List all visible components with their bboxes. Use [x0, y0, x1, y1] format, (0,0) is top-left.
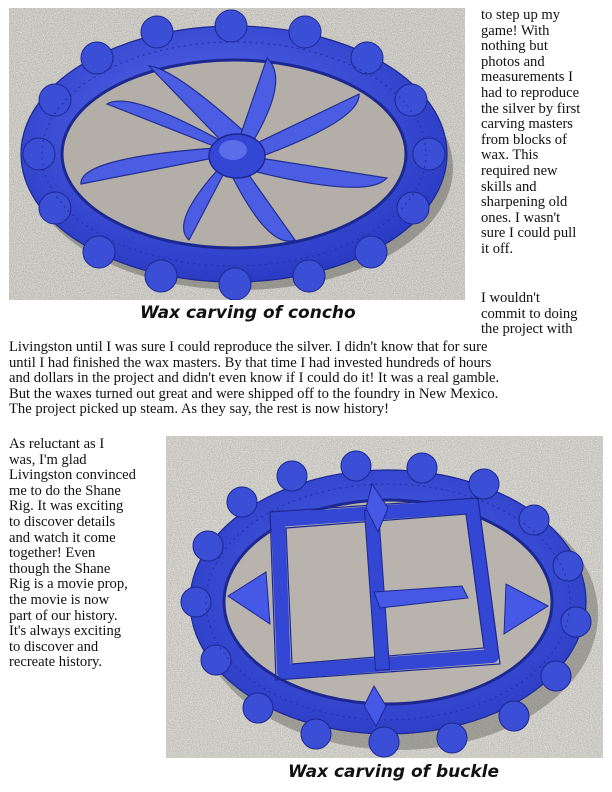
text-line: game! With: [481, 22, 550, 39]
text-line: As reluctant as I: [9, 436, 105, 452]
text-line: wax. This: [481, 147, 539, 164]
text-line: sharpening old: [481, 194, 568, 211]
text-line: the project with: [481, 321, 573, 338]
right-column-paragraph-2: [481, 291, 609, 338]
buckle-photo: [166, 436, 603, 758]
text-line: sure I could pull: [481, 225, 577, 242]
text-line: photos and: [481, 53, 545, 70]
text-line: The project picked up steam. As they say, the rest is now history!: [9, 401, 390, 418]
text-line: together! Even: [9, 545, 96, 562]
wide-paragraph: [9, 340, 609, 418]
text-line: commit to doing: [481, 305, 578, 322]
text-line: the movie is now: [9, 591, 110, 608]
text-line: ones. I wasn't: [481, 209, 561, 226]
text-line: nothing but: [481, 38, 548, 55]
text-line: carving masters: [481, 116, 573, 133]
text-line: and dollars in the project and didn't even know if I could do it! It was a real gamble.: [9, 370, 500, 387]
text-line: I wouldn't: [481, 290, 540, 306]
text-line: Rig. It was exciting: [9, 498, 124, 515]
text-line: until I had finished the wax masters. By that time I had invested hundreds of hours: [9, 354, 492, 371]
text-line: Rig is a movie prop,: [9, 576, 128, 593]
text-line: the silver by first: [481, 100, 581, 117]
text-line: measurements I: [481, 69, 573, 86]
text-line: required new: [481, 162, 558, 179]
left-column-text: [9, 437, 159, 671]
text-line: to discover and: [9, 638, 99, 655]
text-line: Livingston until I was sure I could reproduce the silver. I didn't know that for sure: [9, 339, 488, 355]
text-line: But the waxes turned out great and were shipped off to the foundry in New Mexico.: [9, 385, 499, 402]
text-line: had to reproduce: [481, 84, 580, 101]
text-line: from blocks of: [481, 131, 567, 148]
text-line: was, I'm glad: [9, 451, 87, 468]
text-line: and watch it come: [9, 529, 116, 546]
text-line: though the Shane: [9, 560, 111, 577]
text-line: me to do the Shane: [9, 482, 121, 499]
text-line: it off.: [481, 240, 514, 257]
buckle-caption: Wax carving of buckle: [288, 762, 499, 782]
text-line: skills and: [481, 178, 537, 195]
concho-caption: Wax carving of concho: [140, 303, 356, 323]
text-line: Livingston convinced: [9, 467, 136, 484]
text-line: to step up my: [481, 7, 561, 23]
text-line: to discover details: [9, 513, 116, 530]
right-column-text: [481, 8, 609, 258]
concho-photo: [9, 8, 465, 300]
text-line: part of our history.: [9, 607, 118, 624]
text-line: recreate history.: [9, 654, 103, 671]
text-line: It's always exciting: [9, 623, 122, 640]
